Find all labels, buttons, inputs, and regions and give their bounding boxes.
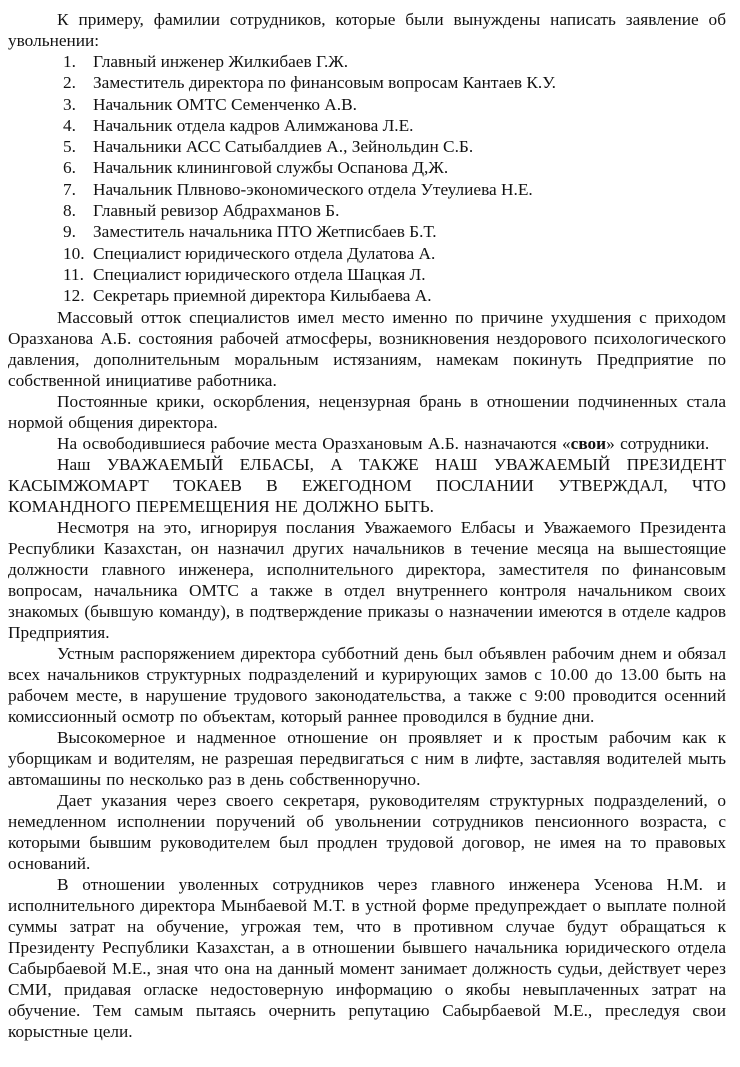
list-item-text: Начальник отдела кадров Алимжанова Л.Е. xyxy=(93,115,414,135)
list-item xyxy=(63,243,726,264)
list-item-text: Секретарь приемной директора Килыбаева А. xyxy=(93,286,432,306)
list-item-number: 12. xyxy=(63,286,85,306)
list-item-text: Начальник ОМТС Семенченко А.В. xyxy=(93,94,357,114)
list-item xyxy=(63,221,726,242)
list-item xyxy=(63,179,726,200)
list-item-number: 11. xyxy=(63,264,84,284)
own-staff-text-before: На освободившиеся рабочие места Оразхановым А.Б. назначаются « xyxy=(57,433,571,453)
employee-list xyxy=(8,51,726,307)
own-staff-text-after: » сотрудники. xyxy=(606,433,710,453)
intro-paragraph: К примеру, фамилии сотрудников, которые были вынуждены написать заявление об увольнении: xyxy=(8,10,726,50)
list-item xyxy=(63,115,726,136)
list-item xyxy=(63,157,726,178)
list-item-number: 6. xyxy=(63,158,76,178)
paragraph-mass-outflow: Массовый отток специалистов имел место именно по причине ухудшения с приходом Оразханова А.Б. состояния рабочей атмосферы, возникновения нездорового психологического давления, дополнительным моральным истязаниям, намекам покинуть Предприятие по собственной инициативе работника. xyxy=(8,307,726,390)
list-item-text: Начальник Плвново-экономического отдела Утеулиева Н.Е. xyxy=(93,179,533,199)
list-item-number: 5. xyxy=(63,137,76,157)
list-item-text: Заместитель директора по финансовым вопросам Кантаев К.У. xyxy=(93,73,556,93)
list-item-number: 4. xyxy=(63,115,76,135)
paragraph-secretary-orders: Дает указания через своего секретаря, руководителям структурных подразделений, о немедленном исполнении поручений об увольнении сотрудников пенсионного возраста, с которыми бывшим руководителем был продлен трудовой договор, не имея на то правовых оснований. xyxy=(8,790,726,873)
list-item xyxy=(63,136,726,157)
list-item xyxy=(63,264,726,285)
paragraph-despite: Несмотря на это, игнорируя послания Уважаемого Елбасы и Уважаемого Президента Республики Казахстан, он назначил других начальников в течение месяца на вышестоящие должности главного инженера, исполнительного директора, заместителя по финансовым вопросам, начальника ОМТС а также в отдел внутреннего контроля начальником своих знакомых (бывшую команду), в подтверждение приказы о назначении имеются в отделе кадров Предприятия. xyxy=(8,517,726,642)
list-item-text: Специалист юридического отдела Дулатова А. xyxy=(93,243,436,263)
list-item xyxy=(63,285,726,306)
list-item-text: Главный инженер Жилкибаев Г.Ж. xyxy=(93,52,349,71)
own-staff-bold-word: свои xyxy=(570,433,607,453)
list-item xyxy=(63,72,726,93)
paragraph-arrogance: Высокомерное и надменное отношение он проявляет и к простым рабочим как к уборщикам и водителям, не разрешая передвигаться с ним в лифте, заставляя водителей мыть автомашины по несколько раз в день собственноручно. xyxy=(8,727,726,789)
paragraph-shouting: Постоянные крики, оскорбления, нецензурная брань в отношении подчиненных стала нормой общения директора. xyxy=(8,391,726,432)
list-item-text: Начальник клининговой службы Оспанова Д,Ж. xyxy=(93,158,449,178)
paragraph-elbasy: Наш УВАЖАЕМЫЙ ЕЛБАСЫ, А ТАКЖЕ НАШ УВАЖАЕМЫЙ ПРЕЗИДЕНТ КАСЫМЖОМАРТ ТОКАЕВ В ЕЖЕГОДНОМ ПОСЛАНИИ УТВЕРЖДАЛ, ЧТО КОМАНДНОГО ПЕРЕМЕЩЕНИЯ НЕ ДОЛЖНО БЫТЬ. xyxy=(8,454,726,516)
list-item-text: Начальники АСС Сатыбалдиев А., Зейнольдин С.Б. xyxy=(93,137,474,157)
list-item-text: Главный ревизор Абдрахманов Б. xyxy=(93,201,340,221)
list-item-number: 10. xyxy=(63,243,85,263)
list-item xyxy=(63,200,726,221)
list-item-number: 8. xyxy=(63,201,76,221)
list-item-text: Заместитель начальника ПТО Жетписбаев Б.Т. xyxy=(93,222,437,242)
list-item-number: 9. xyxy=(63,222,76,242)
paragraph-own-staff xyxy=(8,433,726,454)
list-item-number: 3. xyxy=(63,94,76,114)
list-item-number: 2. xyxy=(63,73,76,93)
paragraph-dismissed-employees: В отношении уволенных сотрудников через главного инженера Усенова Н.М. и исполнительного директора Мынбаевой М.Т. в устной форме предупреждает о выплате полной суммы затрат на обучение, угрожая тем, что в противном случае будут обращаться к Президенту Республики Казахстан, а в отношении бывшего начальника юридического отдела Сабырбаевой М.Е., зная что она на данный момент занимает должность судьи, действует через СМИ, придавая огласке недостоверную информацию о якобы невыплаченных затрат на обучение. Тем самым пытаясь очернить репутацию Сабырбаевой М.Е., преследуя свои корыстные цели. xyxy=(8,874,726,1041)
paragraph-saturday-order: Устным распоряжением директора субботний день был объявлен рабочим днем и обязал всех начальников структурных подразделений и курирующих замов с 10.00 до 13.00 быть на рабочем месте, в нарушение трудового законодательства, а также с 9:00 проводится осенний комиссионный осмотр по объектам, который раннее проводился в будние дни. xyxy=(8,643,726,726)
list-item-text: Специалист юридического отдела Шацкая Л. xyxy=(93,264,426,284)
list-item xyxy=(63,51,726,72)
list-item-number: 7. xyxy=(63,179,76,199)
list-item-number: 1. xyxy=(63,52,76,71)
list-item xyxy=(63,94,726,115)
